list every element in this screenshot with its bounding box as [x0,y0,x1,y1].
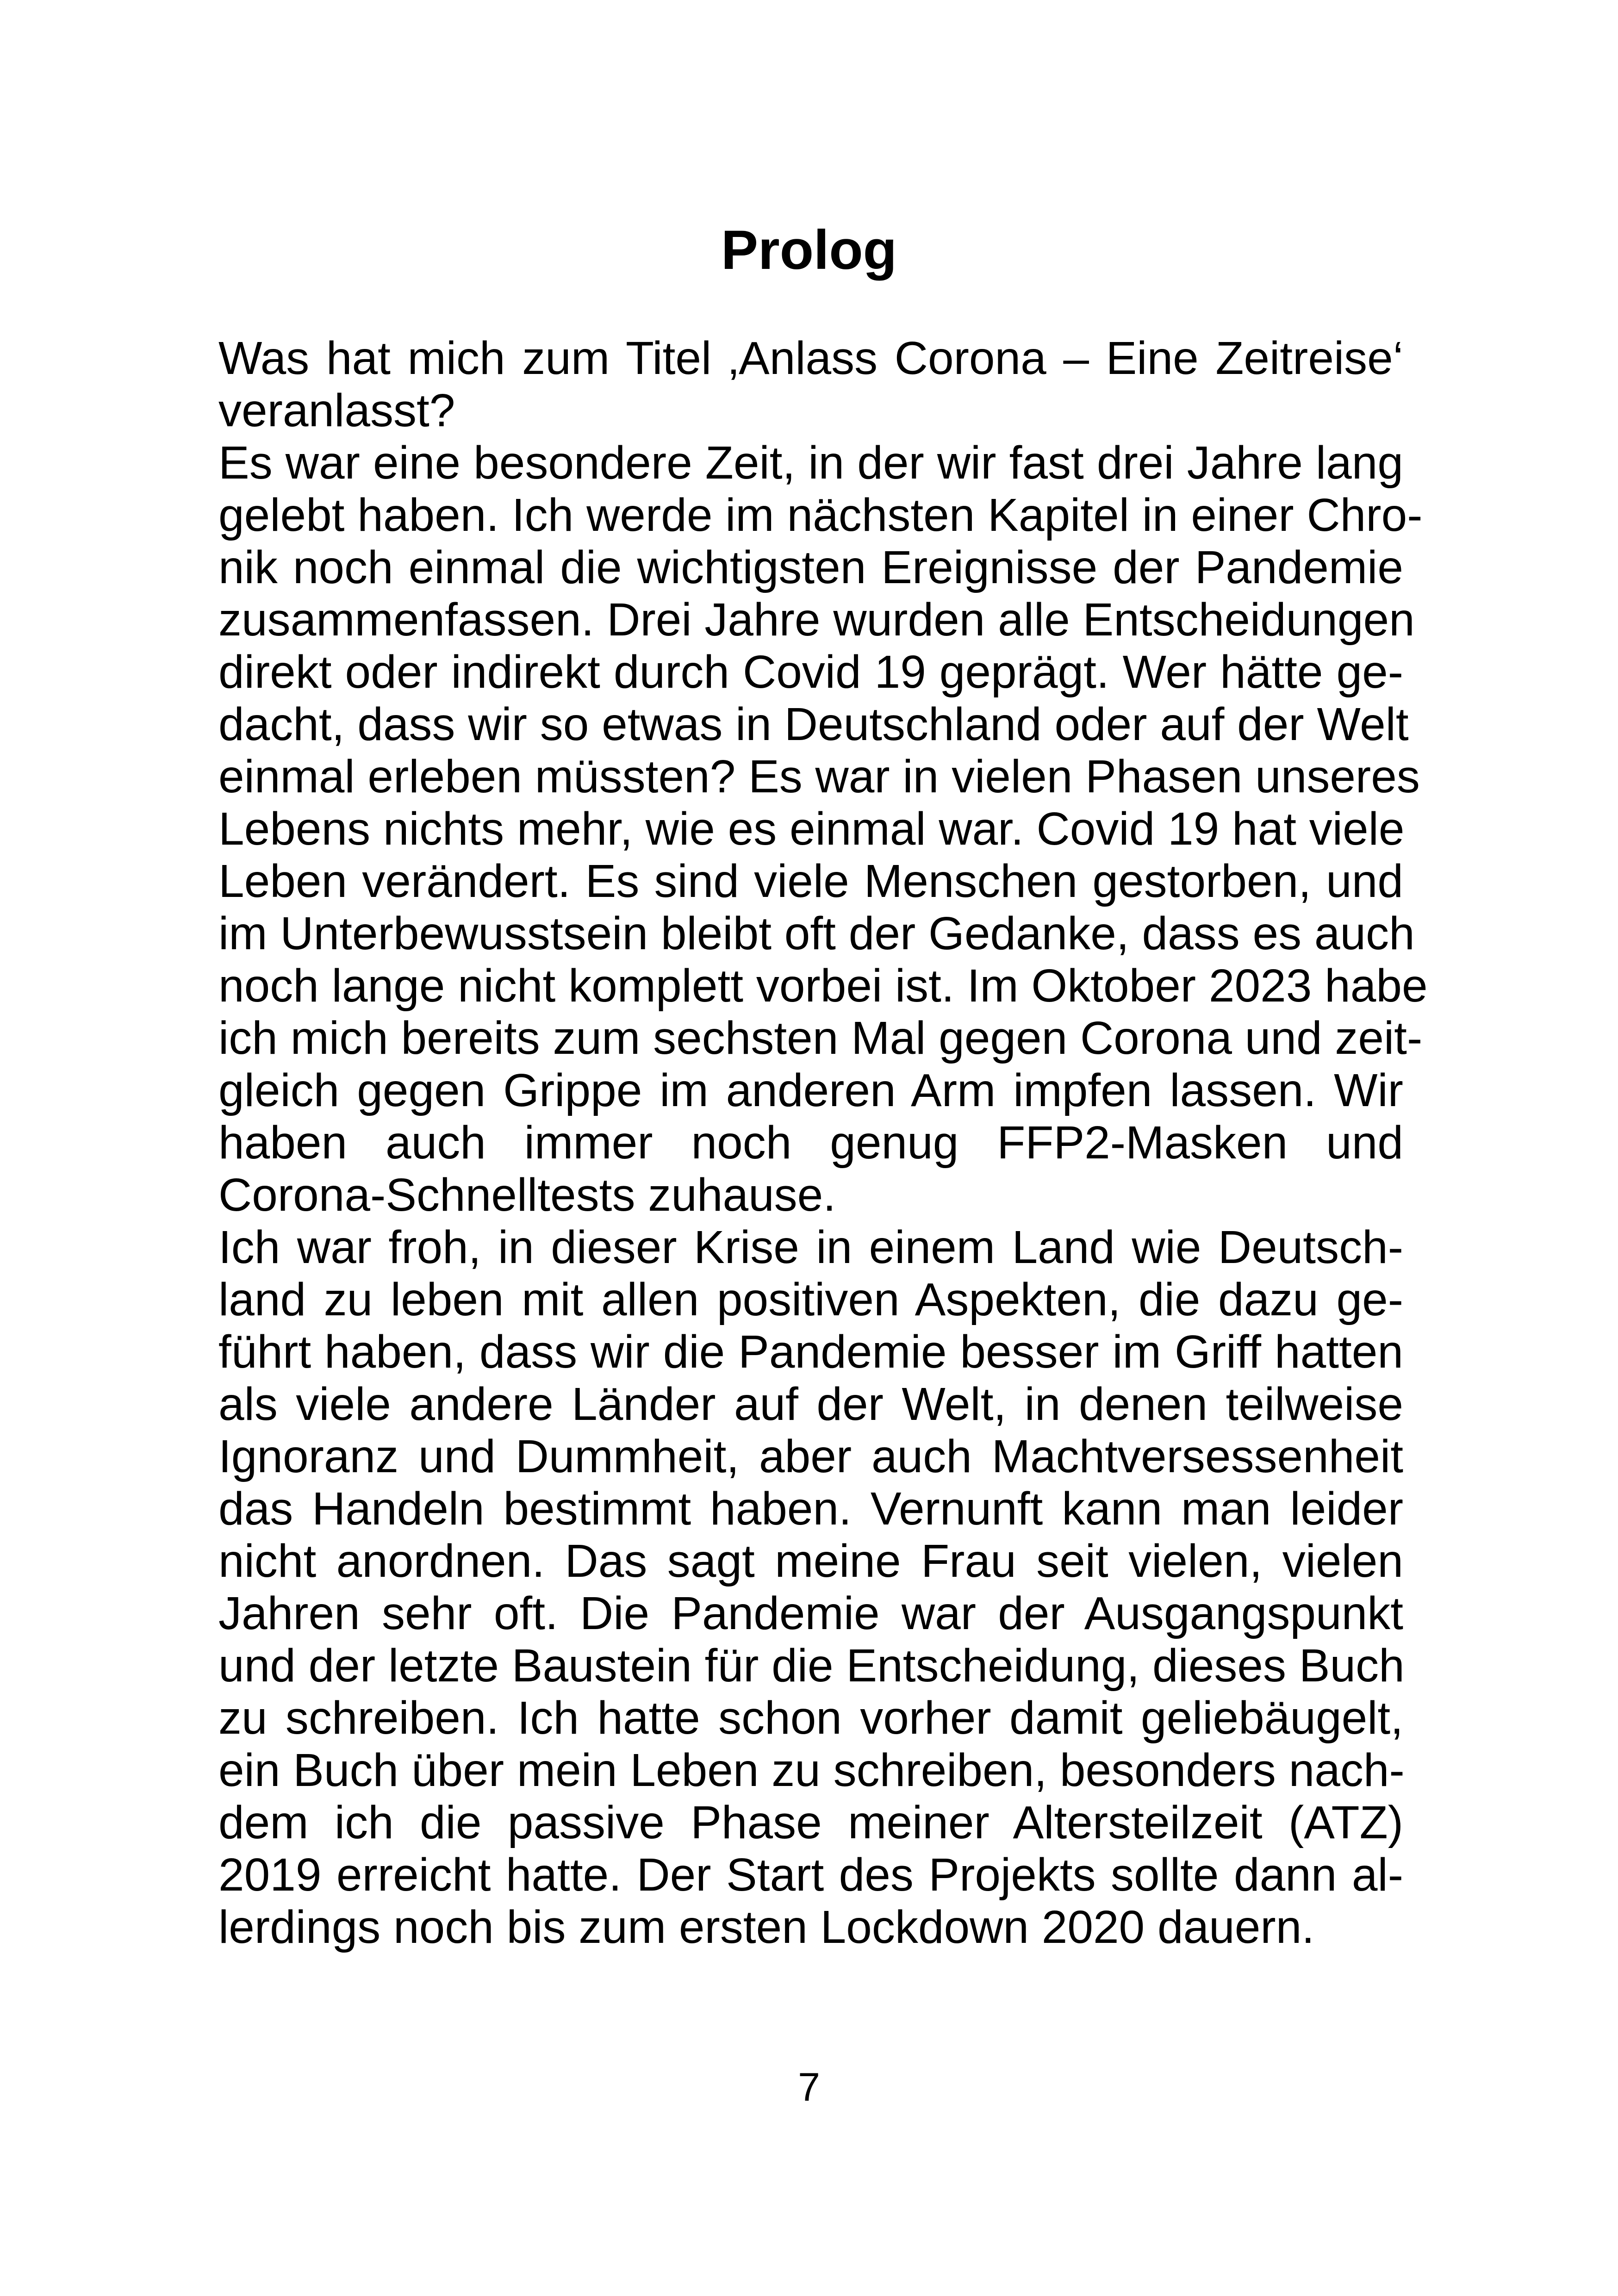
text-line: Was hat mich zum Titel ‚Anlass Corona – Eine Zeitreise‘ [218,332,1403,384]
text-line: Lebens nichts mehr, wie es einmal war. Covid 19 hat viele [218,803,1405,855]
text-line: 2019 erreicht hatte. Der Start des Projekts sollte dann al- [218,1849,1403,1901]
text-line: einmal erleben müssten? Es war in vielen Phasen unseres [218,751,1420,803]
text-line: als viele andere Länder auf der Welt, in denen teilweise [218,1378,1403,1430]
page-title: Prolog [721,219,897,281]
page-number: 7 [798,2065,820,2109]
body-text [218,332,1428,1954]
text-line: dem ich die passive Phase meiner Altersteilzeit (ATZ) [218,1797,1403,1848]
text-line: und der letzte Baustein für die Entscheidung, dieses Buch [218,1640,1405,1692]
text-line: dacht, dass wir so etwas in Deutschland oder auf der Welt [218,698,1409,750]
text-line: Es war eine besondere Zeit, in der wir fast drei Jahre lang [218,437,1403,489]
text-line: Jahren sehr oft. Die Pandemie war der Ausgangspunkt [218,1587,1403,1639]
text-line: noch lange nicht komplett vorbei ist. Im Oktober 2023 habe [218,960,1428,1012]
text-line: ein Buch über mein Leben zu schreiben, besonders nach- [218,1744,1405,1796]
text-line: Ignoranz und Dummheit, aber auch Machtversessenheit [218,1431,1403,1482]
text-line: haben auch immer noch genug FFP2-Masken und [218,1117,1403,1169]
text-line: gelebt haben. Ich werde im nächsten Kapitel in einer Chro- [218,489,1423,541]
text-line: im Unterbewusstsein bleibt oft der Gedanke, dass es auch [218,908,1415,959]
text-line: Ich war froh, in dieser Krise in einem Land wie Deutsch- [218,1221,1403,1273]
text-line: Corona-Schnelltests zuhause. [218,1169,836,1221]
text-line: land zu leben mit allen positiven Aspekten, die dazu ge- [218,1274,1403,1325]
text-line: veranlasst? [218,385,455,436]
text-line: lerdings noch bis zum ersten Lockdown 2020 dauern. [218,1901,1315,1953]
text-line: führt haben, dass wir die Pandemie besser im Griff hatten [218,1326,1403,1378]
text-line: zu schreiben. Ich hatte schon vorher damit geliebäugelt, [218,1692,1403,1744]
text-line: Leben verändert. Es sind viele Menschen gestorben, und [218,855,1403,907]
text-line: ich mich bereits zum sechsten Mal gegen Corona und zeit- [218,1012,1423,1064]
text-line: direkt oder indirekt durch Covid 19 geprägt. Wer hätte ge- [218,646,1403,698]
text-line: nik noch einmal die wichtigsten Ereignisse der Pandemie [218,541,1403,593]
text-line: das Handeln bestimmt haben. Vernunft kann man leider [218,1483,1403,1535]
text-line: nicht anordnen. Das sagt meine Frau seit vielen, vielen [218,1535,1403,1587]
text-line: gleich gegen Grippe im anderen Arm impfen lassen. Wir [218,1064,1403,1116]
text-line: zusammenfassen. Drei Jahre wurden alle Entscheidungen [218,594,1415,646]
